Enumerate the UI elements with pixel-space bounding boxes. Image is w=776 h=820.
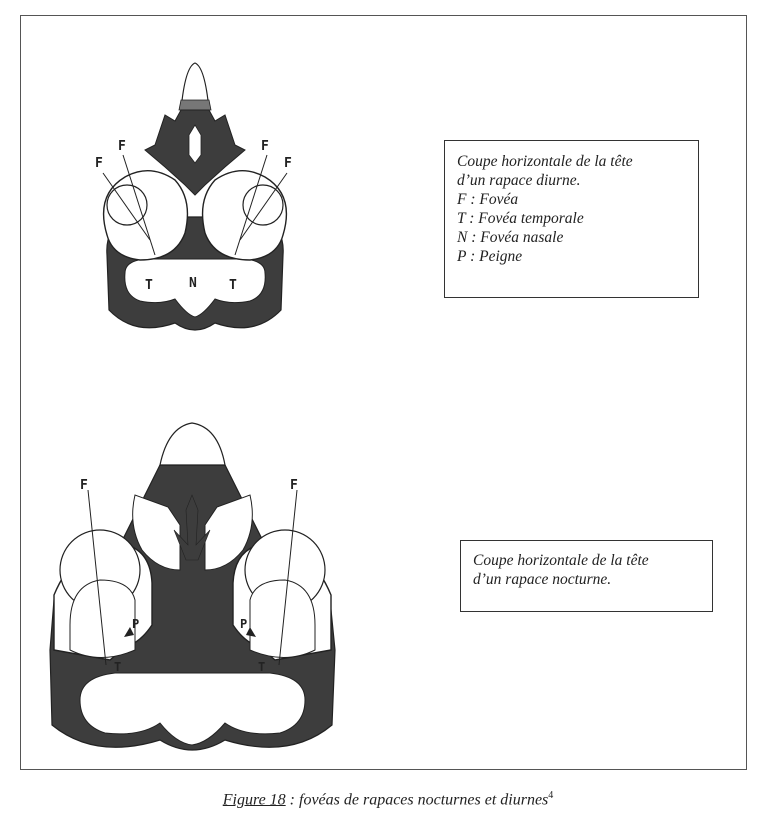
legend-diurnal-line: F : Fovéa	[457, 191, 519, 208]
diurnal-label-t-right: T	[229, 278, 237, 293]
legend-nocturnal-line: Coupe horizontale de la tête	[473, 552, 649, 569]
nocturnal-label-p-right: P	[240, 617, 248, 631]
nocturnal-head-diagram	[40, 415, 345, 760]
diurnal-label-f1: F	[95, 156, 103, 171]
legend-diurnal-line: d’un rapace diurne.	[457, 172, 581, 189]
diurnal-beak-base	[179, 100, 211, 110]
legend-diurnal	[444, 140, 699, 298]
caption-footnote: 4	[548, 790, 554, 801]
legend-diurnal-line: T : Fovéa temporale	[457, 210, 584, 227]
figure-label: Figure 18	[222, 791, 286, 809]
diurnal-head-diagram	[85, 55, 305, 340]
nocturnal-left-globe	[70, 580, 135, 658]
legend-nocturnal	[460, 540, 713, 612]
figure-caption	[0, 790, 776, 809]
legend-nocturnal-line: d’un rapace nocturne.	[473, 571, 612, 588]
nocturnal-label-f-left: F	[80, 478, 88, 493]
diurnal-right-lens	[243, 185, 283, 225]
diurnal-left-lens	[107, 185, 147, 225]
diurnal-label-f3: F	[261, 139, 269, 154]
diurnal-label-n: N	[189, 276, 197, 291]
legend-diurnal-line: P : Peigne	[457, 248, 523, 265]
nocturnal-brain-cavity	[80, 673, 305, 745]
nocturnal-right-globe	[250, 580, 315, 658]
nocturnal-label-p-left: P	[132, 617, 140, 631]
diurnal-label-f4: F	[284, 156, 292, 171]
caption-text: : fovéas de rapaces nocturnes et diurnes	[285, 791, 549, 809]
diurnal-label-t-left: T	[145, 278, 153, 293]
nocturnal-label-f-right: F	[290, 478, 298, 493]
legend-diurnal-line: N : Fovéa nasale	[457, 229, 564, 246]
nocturnal-label-t-right: T	[258, 660, 266, 674]
nocturnal-beak	[160, 423, 225, 465]
diurnal-label-f2: F	[118, 139, 126, 154]
legend-diurnal-line: Coupe horizontale de la tête	[457, 153, 633, 170]
nocturnal-label-t-left: T	[114, 660, 122, 674]
